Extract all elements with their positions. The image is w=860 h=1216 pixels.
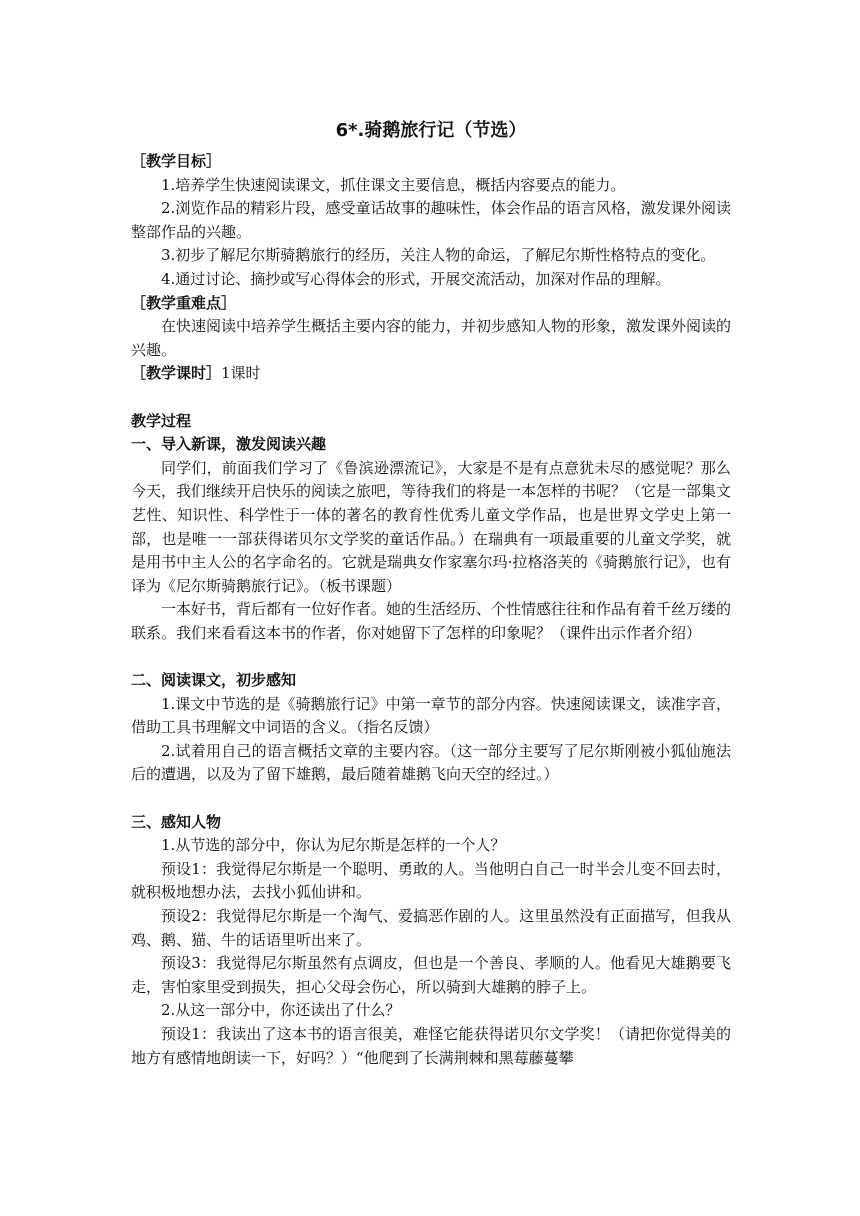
section-paragraph: 一本好书，背后都有一位好作者。她的生活经历、个性情感往往和作品有着千丝万缕的联系。我们来看看这本书的作者，你对她留下了怎样的印象呢？（课件出示作者介绍） — [131, 600, 732, 642]
class-hours-heading: ［教学课时］ — [131, 364, 222, 383]
spacer — [131, 787, 731, 811]
section-paragraph: 同学们，前面我们学习了《鲁滨逊漂流记》，大家是不是有点意犹未尽的感觉呢？那么今天，我们继续开启快乐的阅读之旅吧，等待我们的将是一本怎样的书呢？（它是一部集文艺性、知识性、科学性于一体的著名的教育性优秀儿童文学作品，也是世界文学史上第一部，也是唯一一部获得诺贝尔文学奖的童话作品。）在瑞典有一项最重要的儿童文学奖，就是用书中主人公的名字命名的。它就是瑞典女作家塞尔玛·拉格洛芙的《骑鹅旅行记》，也有译为《尼尔斯骑鹅旅行记》。（板书课题） — [131, 458, 732, 595]
document-body — [131, 116, 731, 1070]
goal-item: 2.浏览作品的精彩片段，感受童话故事的趣味性，体会作品的语言风格，激发课外阅读整部作品的兴趣。 — [131, 199, 731, 241]
section-paragraph: 预设1：我觉得尼尔斯是一个聪明、勇敢的人。当他明白自己一时半会儿变不回去时，就积极地想办法，去找小狐仙讲和。 — [131, 859, 731, 902]
key-points-text: 在快速阅读中培养学生概括主要内容的能力，并初步感知人物的形象，激发课外阅读的兴趣。 — [131, 317, 732, 359]
spacer — [131, 386, 731, 410]
section-paragraph: 预设2：我觉得尼尔斯是一个淘气、爱搞恶作剧的人。这里虽然没有正面描写，但我从鸡、鹅、猫、牛的话语里听出来了。 — [131, 907, 731, 949]
process-heading: 教学过程 — [131, 411, 192, 430]
class-hours-value: 1课时 — [221, 364, 261, 383]
goal-item: 4.通过讨论、摘抄或写心得体会的形式，开展交流活动，加深对作品的理解。 — [161, 269, 671, 288]
section-paragraph: 2.从这一部分中，你还读出了什么？ — [161, 1001, 401, 1020]
section-paragraph: 1.课文中节选的是《骑鹅旅行记》中第一章节的部分内容。快速阅读课文，读准字音，借助工具书理解文中词语的含义。（指名反馈） — [131, 694, 731, 737]
goal-item: 1.培养学生快速阅读课文，抓住课文主要信息，概括内容要点的能力。 — [161, 175, 626, 194]
section-paragraph: 预设1：我读出了这本书的语言很美，难怪它能获得诺贝尔文学奖！（请把你觉得美的地方有感情地朗读一下，好吗？）“他爬到了长满荆棘和黑莓藤蔓攀 — [131, 1024, 731, 1067]
section-heading: 二、阅读课文，初步感知 — [131, 671, 297, 690]
section-heading: 一、导入新课，激发阅读兴趣 — [131, 435, 327, 454]
page-title: 6*.骑鹅旅行记（节选） — [335, 120, 527, 141]
class-hours-line — [131, 362, 731, 386]
section-heading: 三、感知人物 — [131, 812, 222, 831]
goal-item: 3.初步了解尼尔斯骑鹅旅行的经历，关注人物的命运，了解尼尔斯性格特点的变化。 — [161, 246, 716, 265]
section-paragraph: 2.试着用自己的语言概括文章的主要内容。（这一部分主要写了尼尔斯刚被小狐仙施法后的遭遇，以及为了留下雄鹅，最后随着雄鹅飞向天空的经过。） — [131, 741, 731, 784]
goals-heading: ［教学目标］ — [131, 152, 222, 170]
spacer — [131, 645, 731, 669]
section-paragraph: 1.从节选的部分中，你认为尼尔斯是怎样的一个人？ — [161, 836, 506, 855]
section-paragraph: 预设3：我觉得尼尔斯虽然有点调皮，但也是一个善良、孝顺的人。他看见大雄鹅要飞走，害怕家里受到损失，担心父母会伤心，所以骑到大雄鹅的脖子上。 — [131, 954, 731, 996]
key-points-heading: ［教学重难点］ — [131, 293, 237, 312]
